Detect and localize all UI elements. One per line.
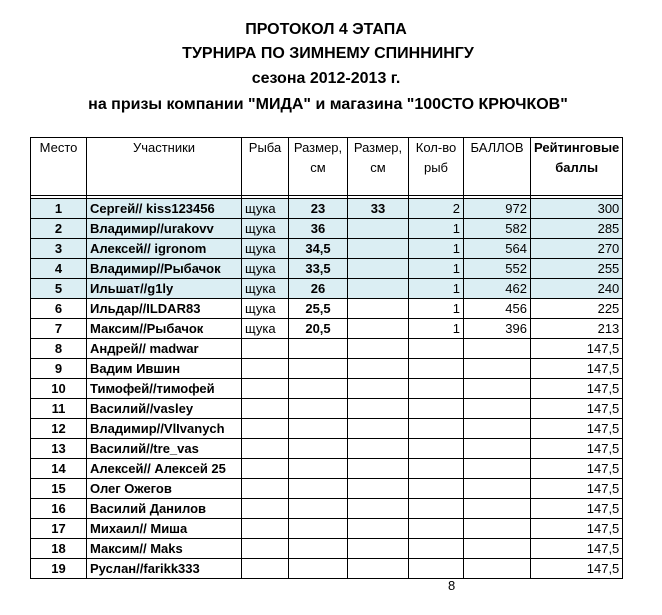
cell-count: 1 — [409, 219, 464, 239]
table-row — [31, 299, 623, 319]
cell-rating: 147,5 — [531, 359, 623, 379]
cell-participant: Владимир//Рыбачок — [87, 259, 242, 279]
cell-rating: 147,5 — [531, 439, 623, 459]
cell-count: 1 — [409, 319, 464, 339]
cell-points — [464, 359, 531, 379]
cell-size2 — [348, 459, 409, 479]
cell-fish — [242, 439, 289, 459]
table-row — [31, 419, 623, 439]
cell-rating: 270 — [531, 239, 623, 259]
cell-size2 — [348, 379, 409, 399]
col-header-participants: Участники — [87, 138, 242, 196]
page-number: 8 — [448, 578, 456, 593]
cell-size1 — [289, 399, 348, 419]
cell-place: 1 — [31, 199, 87, 219]
cell-fish: щука — [242, 199, 289, 219]
cell-count — [409, 479, 464, 499]
cell-points: 972 — [464, 199, 531, 219]
cell-size1 — [289, 519, 348, 539]
table-row — [31, 259, 623, 279]
col-header-size2: Размер, см — [348, 138, 409, 196]
table-row — [31, 219, 623, 239]
cell-fish — [242, 379, 289, 399]
col-header-rating: Рейтинговые баллы — [531, 138, 623, 196]
cell-size2 — [348, 299, 409, 319]
table-row — [31, 439, 623, 459]
cell-rating: 213 — [531, 319, 623, 339]
cell-rating: 147,5 — [531, 519, 623, 539]
cell-size1 — [289, 539, 348, 559]
cell-points — [464, 459, 531, 479]
cell-points: 564 — [464, 239, 531, 259]
cell-place: 10 — [31, 379, 87, 399]
cell-points — [464, 439, 531, 459]
table-row — [31, 499, 623, 519]
table-row — [31, 539, 623, 559]
cell-rating: 147,5 — [531, 379, 623, 399]
cell-size1: 33,5 — [289, 259, 348, 279]
cell-count — [409, 499, 464, 519]
cell-points: 396 — [464, 319, 531, 339]
cell-size2 — [348, 499, 409, 519]
cell-place: 12 — [31, 419, 87, 439]
cell-fish — [242, 399, 289, 419]
cell-rating: 300 — [531, 199, 623, 219]
cell-size2 — [348, 399, 409, 419]
cell-fish — [242, 359, 289, 379]
cell-rating: 147,5 — [531, 419, 623, 439]
cell-participant: Ильшат//g1ly — [87, 279, 242, 299]
cell-fish: щука — [242, 319, 289, 339]
cell-place: 14 — [31, 459, 87, 479]
cell-participant: Сергей// kiss123456 — [87, 199, 242, 219]
cell-participant: Тимофей//тимофей — [87, 379, 242, 399]
cell-place: 17 — [31, 519, 87, 539]
cell-rating: 225 — [531, 299, 623, 319]
cell-size1 — [289, 439, 348, 459]
cell-points: 552 — [464, 259, 531, 279]
cell-place: 6 — [31, 299, 87, 319]
cell-place: 2 — [31, 219, 87, 239]
table-row — [31, 519, 623, 539]
cell-size1 — [289, 339, 348, 359]
cell-participant: Руслан//farikk333 — [87, 559, 242, 579]
cell-participant: Владимир//VlIvanych — [87, 419, 242, 439]
sponsors-title: на призы компании "МИДА" и магазина "100СТО КРЮЧКОВ" — [88, 96, 568, 113]
cell-size1: 26 — [289, 279, 348, 299]
cell-place: 8 — [31, 339, 87, 359]
cell-size1 — [289, 499, 348, 519]
cell-fish: щука — [242, 259, 289, 279]
cell-participant: Вадим Ившин — [87, 359, 242, 379]
cell-fish — [242, 559, 289, 579]
cell-size2 — [348, 259, 409, 279]
cell-participant: Андрей// madwar — [87, 339, 242, 359]
cell-participant: Максим//Рыбачок — [87, 319, 242, 339]
cell-count: 1 — [409, 239, 464, 259]
cell-fish — [242, 539, 289, 559]
cell-size2 — [348, 439, 409, 459]
cell-fish — [242, 499, 289, 519]
cell-rating: 147,5 — [531, 339, 623, 359]
cell-count: 1 — [409, 259, 464, 279]
cell-points — [464, 539, 531, 559]
cell-size2: 33 — [348, 199, 409, 219]
cell-place: 4 — [31, 259, 87, 279]
cell-fish: щука — [242, 279, 289, 299]
cell-fish — [242, 519, 289, 539]
cell-participant: Максим// Maks — [87, 539, 242, 559]
cell-points: 582 — [464, 219, 531, 239]
table-row — [31, 379, 623, 399]
cell-points — [464, 519, 531, 539]
cell-rating: 147,5 — [531, 479, 623, 499]
cell-points: 462 — [464, 279, 531, 299]
cell-participant: Василий//vasley — [87, 399, 242, 419]
cell-fish — [242, 419, 289, 439]
cell-place: 18 — [31, 539, 87, 559]
cell-size1: 25,5 — [289, 299, 348, 319]
cell-participant: Алексей// Алексей 25 — [87, 459, 242, 479]
cell-participant: Василий Данилов — [87, 499, 242, 519]
cell-fish — [242, 479, 289, 499]
cell-size1: 23 — [289, 199, 348, 219]
cell-size2 — [348, 419, 409, 439]
table-row — [31, 239, 623, 259]
table-row — [31, 359, 623, 379]
cell-size2 — [348, 319, 409, 339]
cell-size2 — [348, 239, 409, 259]
cell-points — [464, 499, 531, 519]
cell-points: 456 — [464, 299, 531, 319]
cell-rating: 285 — [531, 219, 623, 239]
cell-size1 — [289, 379, 348, 399]
table-row — [31, 459, 623, 479]
cell-size2 — [348, 479, 409, 499]
cell-size2 — [348, 539, 409, 559]
cell-points — [464, 419, 531, 439]
cell-size2 — [348, 339, 409, 359]
col-header-place: Место — [31, 138, 87, 196]
table-row — [31, 399, 623, 419]
table-row — [31, 319, 623, 339]
cell-rating: 147,5 — [531, 499, 623, 519]
cell-place: 11 — [31, 399, 87, 419]
cell-points — [464, 559, 531, 579]
cell-fish: щука — [242, 219, 289, 239]
cell-count — [409, 359, 464, 379]
cell-size1 — [289, 419, 348, 439]
cell-place: 7 — [31, 319, 87, 339]
cell-rating: 147,5 — [531, 559, 623, 579]
results-table — [30, 137, 623, 579]
cell-place: 13 — [31, 439, 87, 459]
col-header-points: БАЛЛОВ — [464, 138, 531, 196]
cell-size1: 34,5 — [289, 239, 348, 259]
cell-count — [409, 419, 464, 439]
cell-count — [409, 559, 464, 579]
cell-size1: 36 — [289, 219, 348, 239]
cell-size1 — [289, 479, 348, 499]
cell-size2 — [348, 519, 409, 539]
table-header-row — [31, 138, 623, 196]
table-row — [31, 199, 623, 219]
cell-rating: 255 — [531, 259, 623, 279]
cell-points — [464, 399, 531, 419]
cell-points — [464, 479, 531, 499]
tournament-title: ТУРНИРА ПО ЗИМНЕМУ СПИННИНГУ — [182, 45, 474, 62]
cell-count: 2 — [409, 199, 464, 219]
cell-participant: Михаил// Миша — [87, 519, 242, 539]
cell-participant: Алексей// igronom — [87, 239, 242, 259]
cell-size1 — [289, 459, 348, 479]
cell-count: 1 — [409, 279, 464, 299]
cell-count — [409, 539, 464, 559]
cell-count — [409, 339, 464, 359]
cell-place: 16 — [31, 499, 87, 519]
cell-count — [409, 379, 464, 399]
col-header-fish: Рыба — [242, 138, 289, 196]
cell-size1: 20,5 — [289, 319, 348, 339]
cell-rating: 147,5 — [531, 539, 623, 559]
cell-fish — [242, 339, 289, 359]
cell-size2 — [348, 559, 409, 579]
cell-rating: 147,5 — [531, 459, 623, 479]
cell-fish — [242, 459, 289, 479]
cell-size2 — [348, 279, 409, 299]
table-row — [31, 279, 623, 299]
season-title: сезона 2012-2013 г. — [251, 70, 401, 87]
cell-count — [409, 519, 464, 539]
cell-participant: Олег Ожегов — [87, 479, 242, 499]
cell-points — [464, 379, 531, 399]
table-row — [31, 479, 623, 499]
cell-size1 — [289, 359, 348, 379]
cell-place: 3 — [31, 239, 87, 259]
cell-size2 — [348, 219, 409, 239]
cell-count — [409, 459, 464, 479]
cell-points — [464, 339, 531, 359]
cell-rating: 240 — [531, 279, 623, 299]
table-row — [31, 559, 623, 579]
cell-count: 1 — [409, 299, 464, 319]
cell-fish: щука — [242, 299, 289, 319]
cell-place: 19 — [31, 559, 87, 579]
cell-size1 — [289, 559, 348, 579]
cell-participant: Владимир//urakovv — [87, 219, 242, 239]
cell-place: 5 — [31, 279, 87, 299]
col-header-size1: Размер, см — [289, 138, 348, 196]
cell-count — [409, 399, 464, 419]
protocol-title: ПРОТОКОЛ 4 ЭТАПА — [245, 21, 407, 38]
cell-count — [409, 439, 464, 459]
cell-place: 15 — [31, 479, 87, 499]
cell-participant: Ильдар//ILDAR83 — [87, 299, 242, 319]
cell-rating: 147,5 — [531, 399, 623, 419]
cell-place: 9 — [31, 359, 87, 379]
col-header-count: Кол-во рыб — [409, 138, 464, 196]
cell-fish: щука — [242, 239, 289, 259]
cell-size2 — [348, 359, 409, 379]
cell-participant: Василий//tre_vas — [87, 439, 242, 459]
table-row — [31, 339, 623, 359]
